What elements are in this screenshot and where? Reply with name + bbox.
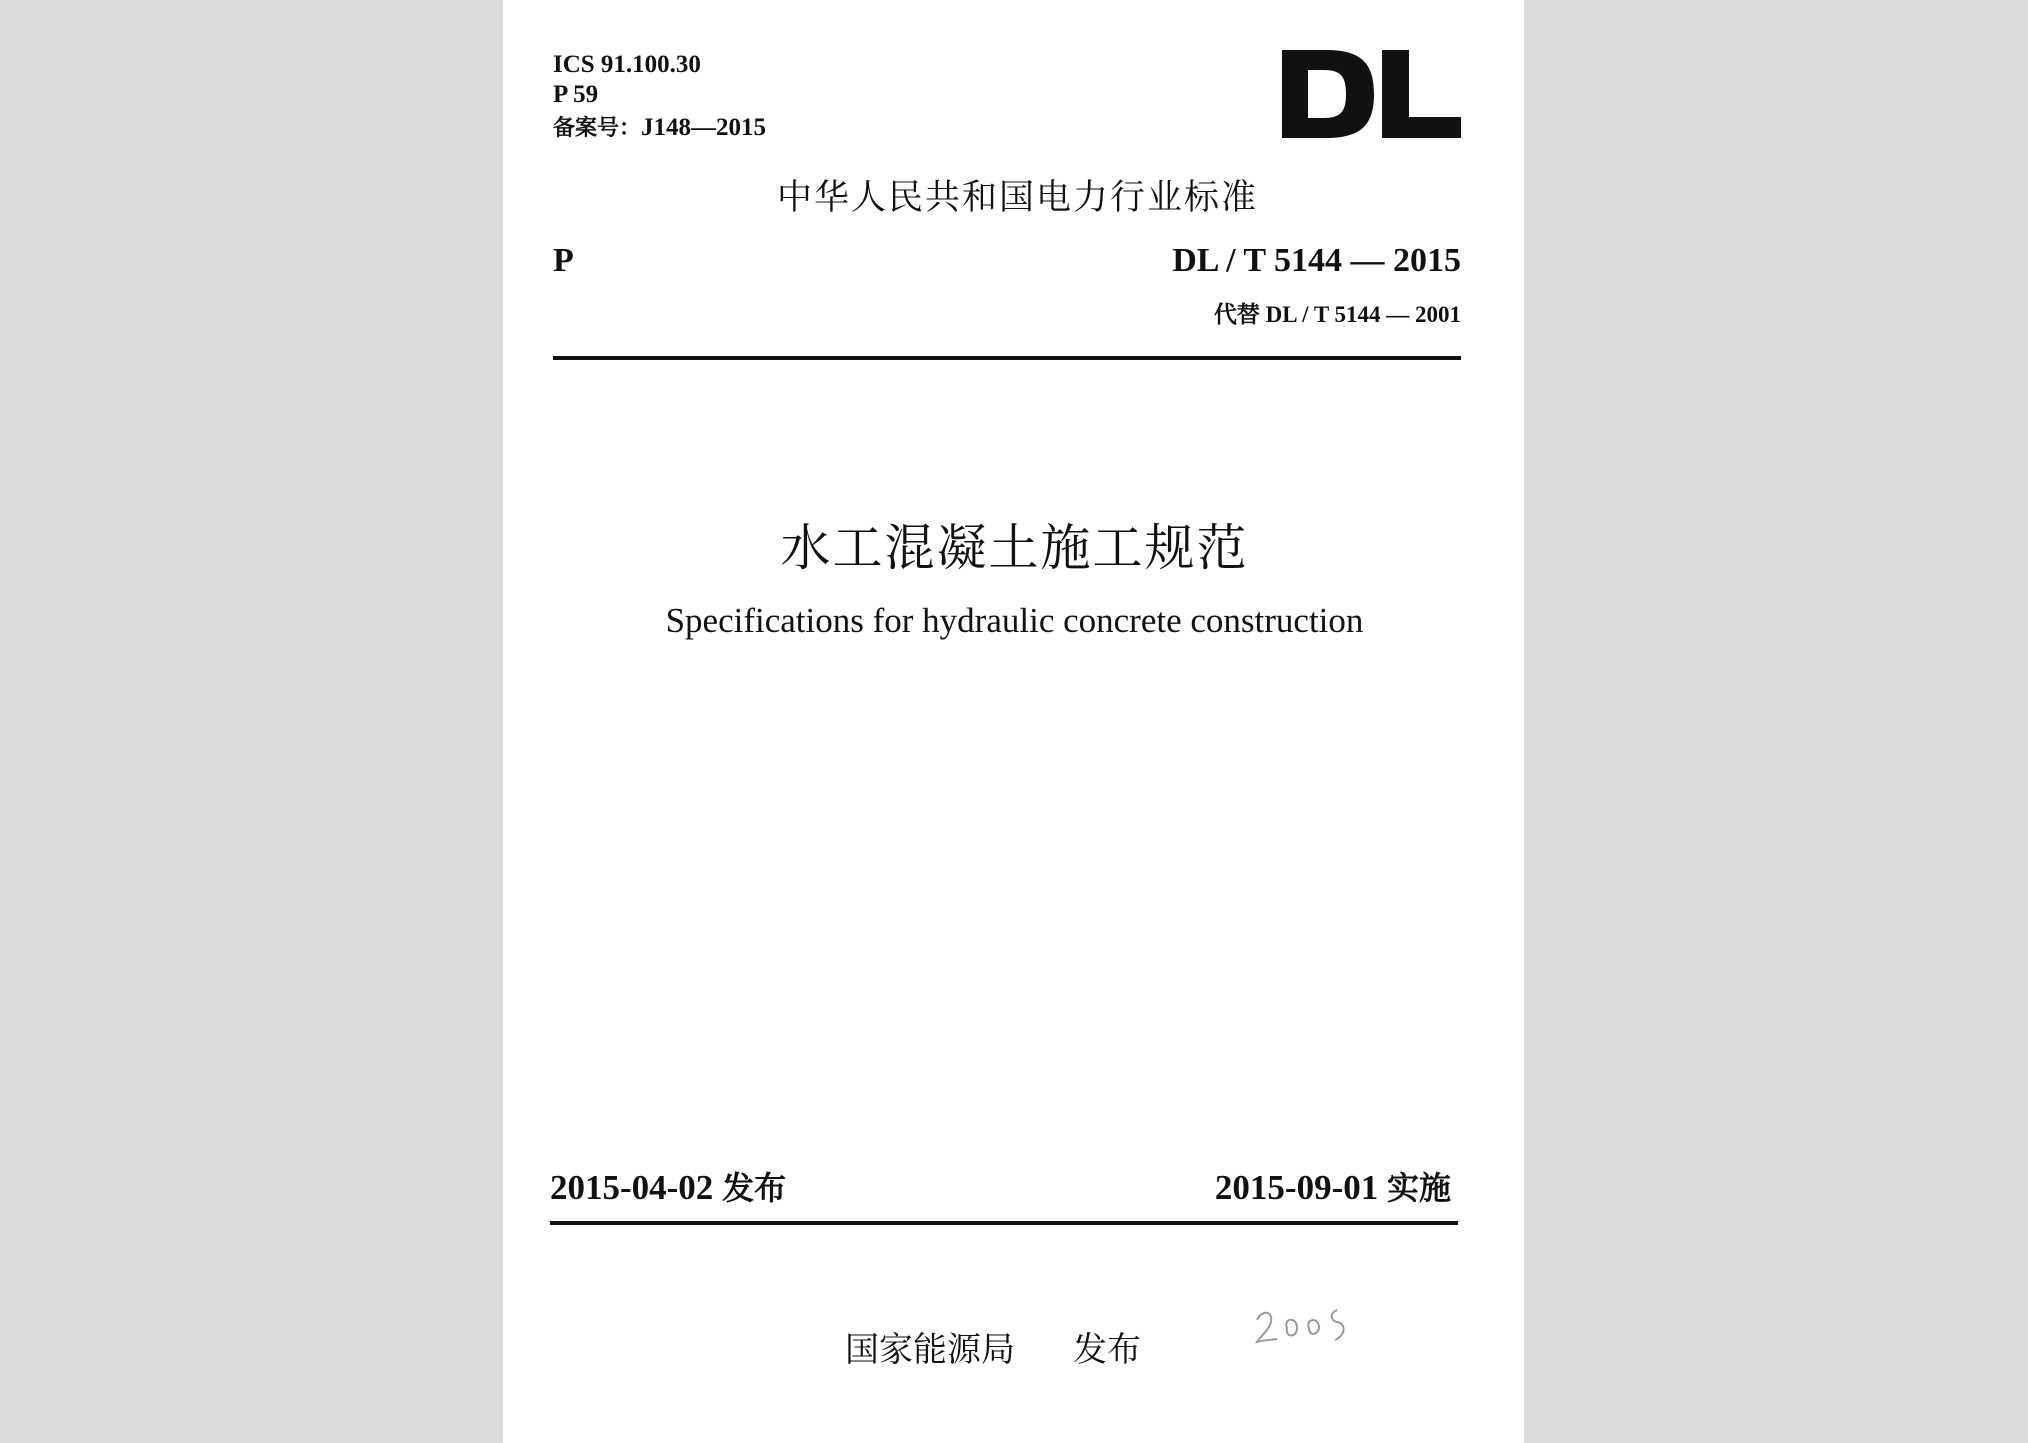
issue-date: 2015-04-02 (550, 1168, 714, 1207)
issue-date-line (550, 1163, 786, 1209)
industry-standard-heading: 中华人民共和国电力行业标准 (776, 178, 1258, 218)
replaces-standard: 代替 DL / T 5144 — 2001 (1213, 302, 1461, 327)
standard-number: DL / T 5144 — 2015 (1172, 242, 1461, 279)
implement-date: 2015-09-01 (1214, 1168, 1379, 1207)
handwritten-note (1253, 1298, 1378, 1348)
issue-label: 发布 (722, 1169, 787, 1207)
publisher-line (845, 1322, 1141, 1371)
document-page (503, 0, 1524, 1443)
title-chinese: 水工混凝土施工规范 (780, 519, 1249, 577)
dl-logo (1282, 50, 1461, 138)
ccs-code: P 59 (553, 81, 599, 108)
record-label: 备案号： (553, 116, 642, 141)
title-english: Specifications for hydraulic concrete construction (665, 601, 1364, 640)
logo-letter-d (1282, 50, 1374, 138)
publisher-action: 发布 (1073, 1330, 1141, 1370)
logo-letter-l (1382, 50, 1461, 138)
category-letter: P (553, 242, 574, 279)
ics-code: ICS 91.100.30 (553, 51, 701, 78)
bottom-divider (550, 1221, 1458, 1225)
record-number (553, 113, 766, 144)
implement-label: 实施 (1386, 1169, 1451, 1207)
top-divider (553, 356, 1461, 360)
implement-date-line (1215, 1163, 1451, 1209)
publisher-name: 国家能源局 (845, 1330, 1015, 1370)
record-value: J148—2015 (641, 114, 767, 141)
